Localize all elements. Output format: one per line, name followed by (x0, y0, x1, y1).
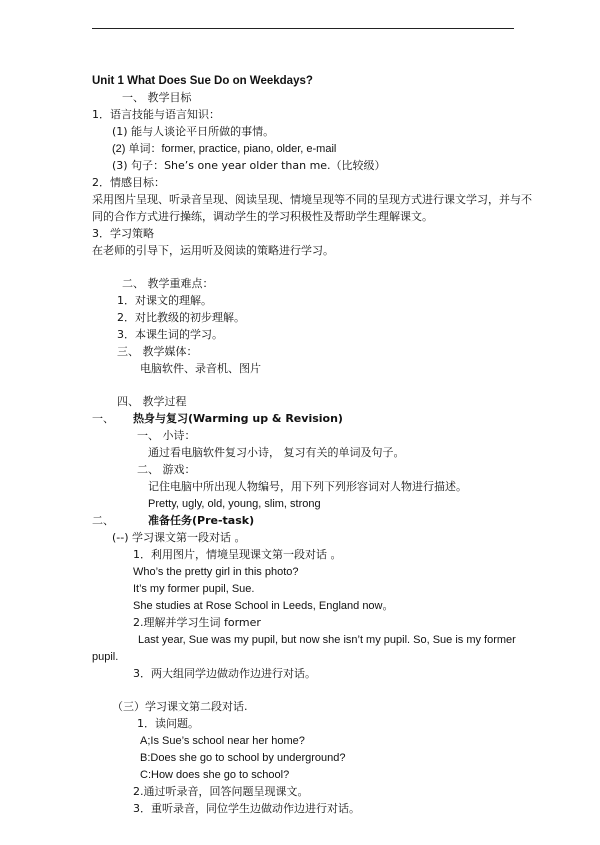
phase-2-part-1-step-3: 3．两大组同学边做动作边进行对话。 (133, 667, 316, 680)
phase-1-number: 一、 (92, 412, 114, 425)
section-heading-process: 四、 教学过程 (117, 395, 187, 408)
section-heading-objectives: 一、 教学目标 (122, 91, 192, 104)
example-sentence-continued: pupil. (92, 651, 119, 663)
phase-2-part-1-step-2: 2.理解并学习生词 former (133, 616, 261, 629)
goal-1-item-1: (1) 能与人谈论平日所做的事情。 (112, 125, 275, 138)
goal-2-heading: 2．情感目标： (92, 176, 165, 189)
goal-1-item-2: (2) 单词：former, practice, piano, older, e-mail (112, 143, 337, 155)
goal-1-heading: 1．语言技能与语言知识： (92, 108, 220, 121)
phase-1-step-a-text: 通过看电脑软件复习小诗， 复习有关的单词及句子。 (148, 446, 405, 459)
goal-3-heading: 3．学习策略 (92, 227, 154, 240)
section-heading-key-points: 二、 教学重难点： (122, 277, 214, 290)
goal-2-text-line-2: 同的合作方式进行操练，调动学生的学习积极性及帮助学生理解课文。 (92, 210, 433, 223)
phase-2-part-3: （三）学习课文第二段对话. (112, 700, 248, 713)
phase-2-part-3-step-3: 3．重听录音，同位学生边做动作边进行对话。 (133, 802, 360, 815)
key-point-1: 1．对课文的理解。 (117, 294, 212, 307)
phase-2-part-1: (--) 学习课文第一段对话 。 (112, 531, 246, 544)
phase-2-part-1-step-1: 1．利用图片，情境呈现课文第一段对话 。 (133, 548, 342, 561)
example-sentence: Last year, Sue was my pupil, but now she isn’t my pupil. So, Sue is my former (138, 634, 516, 646)
phase-1-adjective-list: Pretty, ugly, old, young, slim, strong (148, 498, 321, 510)
phase-2-part-3-step-1: 1．读问题。 (137, 717, 199, 730)
goal-2-text-line-1: 采用图片呈现、听录音呈现、阅读呈现、情境呈现等不同的呈现方式进行课文学习，并与不 (92, 193, 532, 206)
phase-1-title: 热身与复习(Warming up & Revision) (133, 412, 343, 425)
phase-1-step-b-text: 记住电脑中所出现人物编号，用下列下列形容词对人物进行描述。 (148, 480, 467, 493)
goal-3-text: 在老师的引导下，运用听及阅读的策略进行学习。 (92, 244, 334, 257)
header-rule (92, 28, 514, 29)
doc-title: Unit 1 What Does Sue Do on Weekdays? (92, 75, 313, 87)
section-heading-media: 三、 教学媒体： (117, 345, 198, 358)
goal-1-item-3: (3) 句子：She’s one year older than me.（比较级） (112, 159, 386, 172)
dialogue-line-3: She studies at Rose School in Leeds, England now。 (133, 600, 394, 612)
phase-2-part-3-step-2: 2.通过听录音，回答问题呈现课文。 (133, 785, 309, 798)
media-list: 电脑软件、录音机、图片 (140, 362, 261, 375)
phase-1-step-b: 二、 游戏： (137, 463, 196, 476)
key-point-3: 3．本课生词的学习。 (117, 328, 223, 341)
phase-1-step-a: 一、 小诗： (137, 429, 196, 442)
phase-2-title: 准备任务(Pre-task) (148, 514, 255, 527)
question-a: A;Is Sue’s school near her home? (140, 735, 305, 747)
dialogue-line-2: It’s my former pupil, Sue. (133, 583, 255, 595)
phase-2-number: 二、 (92, 514, 114, 527)
question-b: B:Does she go to school by underground? (140, 752, 346, 764)
key-point-2: 2．对比教级的初步理解。 (117, 311, 245, 324)
dialogue-line-1: Who’s the pretty girl in this photo? (133, 566, 299, 578)
question-c: C:How does she go to school? (140, 769, 290, 781)
